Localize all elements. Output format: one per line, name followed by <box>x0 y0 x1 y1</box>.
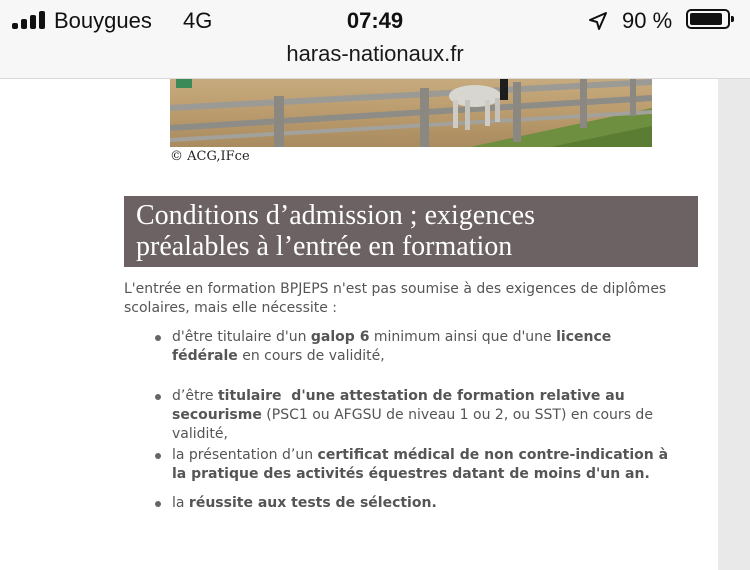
carrier-name: Bouygues <box>54 8 152 33</box>
section-heading-line1: Conditions d’admission ; exigences <box>136 200 535 231</box>
item-text: en cours de validité, <box>237 348 385 364</box>
location-arrow-icon <box>588 11 608 31</box>
list-item <box>172 328 702 366</box>
battery-level-fill <box>690 13 722 25</box>
browser-top-bar <box>0 0 750 79</box>
intro-paragraph <box>124 280 704 318</box>
intro-line2: scolaires, mais elle nécessite : <box>124 300 338 316</box>
status-time: 07:49 <box>346 8 404 33</box>
item-text: (PSC1 ou AFGSU de niveau 1 ou 2, ou SST) en cours de <box>261 407 653 423</box>
item-text: la <box>172 495 189 511</box>
list-item <box>172 387 702 444</box>
section-heading-line2: préalables à l’entrée en formation <box>136 231 513 262</box>
item-bold: certificat médical de non contre-indication à <box>317 447 669 463</box>
item-bold: licence <box>556 329 612 345</box>
bullet-icon <box>155 394 161 400</box>
item-bold: galop 6 <box>310 329 370 345</box>
bullet-icon <box>155 453 161 459</box>
list-item <box>172 446 702 484</box>
intro-line1: L'entrée en formation BPJEPS n'est pas soumise à des exigences de diplômes <box>124 281 667 297</box>
address-bar-url[interactable]: haras-nationaux.fr <box>286 41 464 66</box>
section-heading <box>124 196 698 267</box>
network-type: 4G <box>183 8 213 33</box>
item-text: validité, <box>172 426 228 442</box>
item-bold: fédérale <box>172 348 238 364</box>
bullet-icon <box>155 335 161 341</box>
status-bar <box>0 0 750 40</box>
bullet-icon <box>155 501 161 507</box>
item-bold: titulaire d'une attestation de formation relative au <box>217 388 625 404</box>
item-text: la présentation d’un <box>172 447 318 463</box>
item-bold: la pratique des activités équestres datant de moins d'un an. <box>172 466 650 482</box>
item-text: d’être <box>172 388 218 404</box>
item-bold: réussite aux tests de sélection. <box>188 495 437 511</box>
item-bold: secourisme <box>172 407 262 423</box>
item-text: minimum ainsi que d'une <box>369 329 557 345</box>
list-item <box>172 494 702 513</box>
photo-credit: © ACG,IFce <box>170 149 250 164</box>
battery-icon <box>686 9 730 29</box>
horse-paddock-photo <box>170 78 652 147</box>
page-side-margin <box>718 78 750 570</box>
battery-percent: 90 % <box>622 8 673 33</box>
item-text: d'être titulaire d'un <box>172 329 311 345</box>
